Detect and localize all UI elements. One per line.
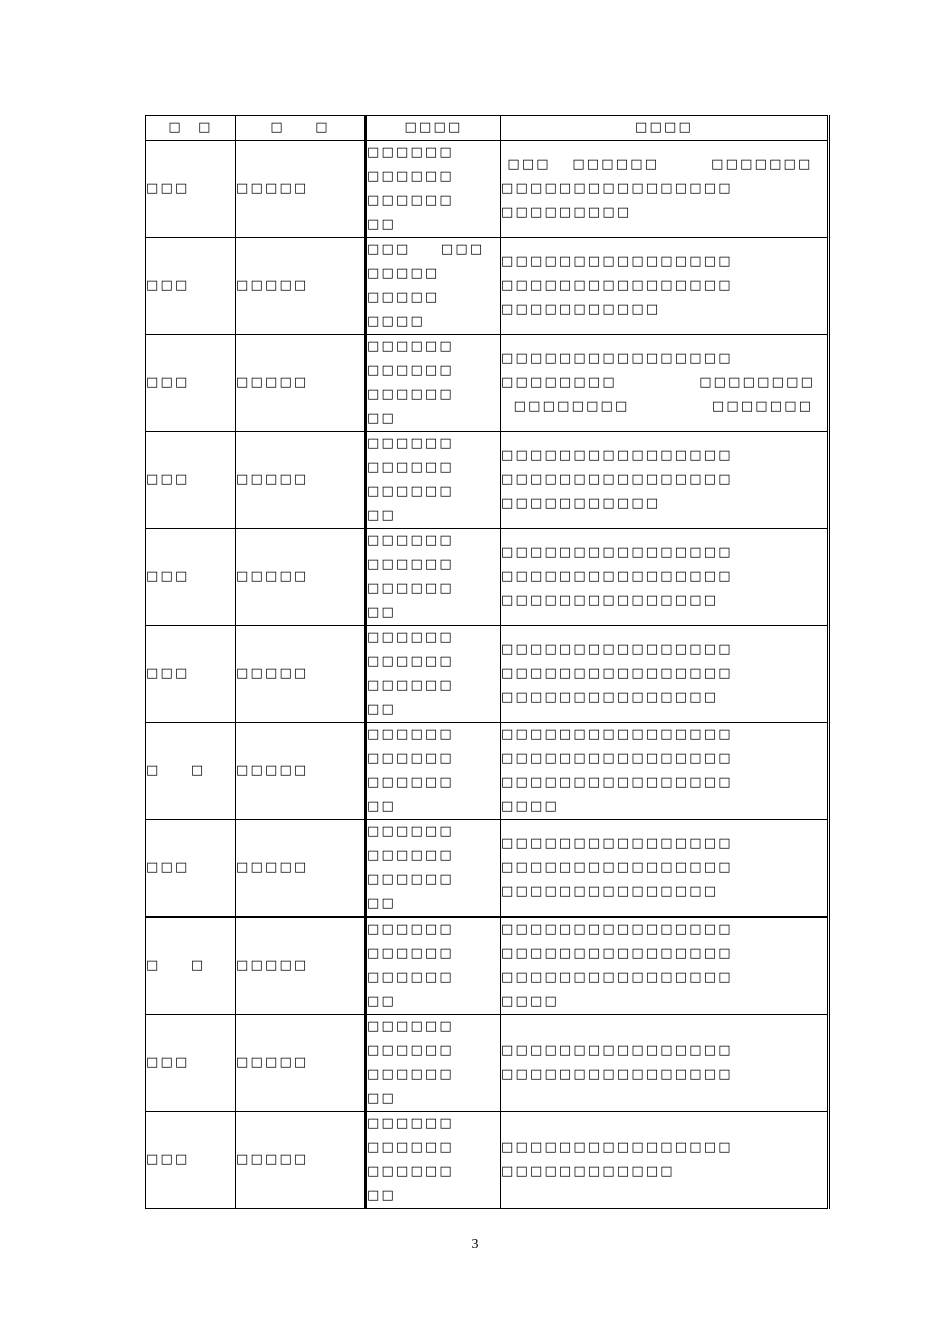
description-line: □□□□□□□□□□□□□□□ — [501, 593, 719, 608]
description-line: □□□□□□□□□□□□□□□□ — [501, 836, 733, 851]
description-cell — [501, 723, 829, 820]
description-line: □□□□□□□□□□□□□□□□ — [501, 775, 733, 790]
detail-line: □□□□□□ — [367, 581, 454, 596]
detail-cell — [366, 1015, 501, 1112]
detail-line: □□ — [367, 702, 396, 717]
category-cell: □□□□□ — [236, 626, 366, 723]
detail-line: □□ — [367, 508, 396, 523]
table-body — [146, 141, 829, 1209]
table-header-row — [146, 116, 829, 141]
detail-cell — [366, 723, 501, 820]
name-cell: □ □ — [146, 723, 236, 820]
category-cell: □□□□□ — [236, 529, 366, 626]
detail-line: □□□□□□ — [367, 484, 454, 499]
detail-line: □□ — [367, 605, 396, 620]
description-line: □□□□□□□□□□□□□□□□ — [501, 448, 733, 463]
detail-line: □□□□□□ — [367, 848, 454, 863]
detail-line: □□□ □□□ — [367, 242, 485, 257]
name-cell: □□□ — [146, 141, 236, 238]
description-line: □□□□□□□□□□□□□□□□ — [501, 922, 733, 937]
category-cell: □□□□□ — [236, 820, 366, 918]
name-cell: □□□ — [146, 238, 236, 335]
description-cell — [501, 238, 829, 335]
detail-cell — [366, 335, 501, 432]
category-cell: □□□□□ — [236, 1015, 366, 1112]
description-cell — [501, 432, 829, 529]
description-line: □□□□□□□□□□□□□□□ — [501, 884, 719, 899]
detail-line: □□□□□□ — [367, 533, 454, 548]
description-line: □□□□□□□□□□□□□□□ — [501, 690, 719, 705]
detail-cell — [366, 141, 501, 238]
table-row — [146, 626, 829, 723]
detail-line: □□ — [367, 799, 396, 814]
detail-line: □□□□□□ — [367, 970, 454, 985]
description-line: □□□□□□□□□□□□ — [501, 1164, 675, 1179]
record-table — [145, 115, 830, 1209]
detail-line: □□□□□□ — [367, 946, 454, 961]
category-cell: □□□□□ — [236, 917, 366, 1015]
detail-line: □□□□□□ — [367, 1019, 454, 1034]
header-cell-2: □ □ — [236, 116, 366, 141]
detail-line: □□□□□□ — [367, 363, 454, 378]
description-line: □□□□□□□□□□□□□□□□ — [501, 1043, 733, 1058]
description-line: □□□□□□□□□□□ — [501, 496, 661, 511]
description-cell — [501, 335, 829, 432]
category-cell: □□□□□ — [236, 1112, 366, 1209]
description-line: □□□□□□□□□□□□□□□□ — [501, 1067, 733, 1082]
detail-line: □□□□ — [367, 314, 425, 329]
table-row — [146, 1112, 829, 1209]
detail-line: □□ — [367, 411, 396, 426]
description-cell — [501, 917, 829, 1015]
detail-line: □□□□□□ — [367, 922, 454, 937]
name-cell: □□□ — [146, 335, 236, 432]
table-row — [146, 1015, 829, 1112]
page-number: 3 — [471, 1237, 479, 1252]
detail-line: □□□□□□ — [367, 460, 454, 475]
description-cell — [501, 820, 829, 918]
description-line: □□□□□□□□□□□□□□□□ — [501, 472, 733, 487]
description-cell — [501, 141, 829, 238]
detail-line: □□□□□□ — [367, 727, 454, 742]
description-line: □□□□□□□□□□□□□□□□ — [501, 181, 733, 196]
table-row — [146, 820, 829, 918]
detail-line: □□□□□□ — [367, 387, 454, 402]
name-cell: □□□ — [146, 529, 236, 626]
description-line: □□□□□□□□ □□□□□□□□ — [501, 375, 816, 390]
description-line: □□□□□□□□□□□ — [501, 302, 661, 317]
header-cell-1: □ □ — [146, 116, 236, 141]
table-row — [146, 141, 829, 238]
description-cell — [501, 626, 829, 723]
table-row — [146, 723, 829, 820]
description-cell — [501, 1015, 829, 1112]
detail-line: □□□□□□ — [367, 1164, 454, 1179]
detail-line: □□ — [367, 217, 396, 232]
description-cell — [501, 529, 829, 626]
description-line: □□□□□□□□ □□□□□□□ — [501, 399, 814, 414]
description-line: □□□ □□□□□□ □□□□□□□ — [501, 157, 813, 172]
description-line: □□□□□□□□□□□□□□□□ — [501, 666, 733, 681]
detail-line: □□□□□□ — [367, 654, 454, 669]
name-cell: □□□ — [146, 432, 236, 529]
category-cell: □□□□□ — [236, 723, 366, 820]
detail-line: □□□□□□ — [367, 557, 454, 572]
detail-line: □□□□□ — [367, 290, 440, 305]
detail-line: □□□□□□ — [367, 145, 454, 160]
header-cell-4: □□□□ — [501, 116, 829, 141]
description-line: □□□□□□□□□□□□□□□□ — [501, 351, 733, 366]
detail-line: □□□□□□ — [367, 436, 454, 451]
detail-line: □□□□□ — [367, 266, 440, 281]
detail-line: □□□□□□ — [367, 1067, 454, 1082]
description-line: □□□□□□□□□□□□□□□□ — [501, 278, 733, 293]
detail-line: □□ — [367, 896, 396, 911]
detail-cell — [366, 529, 501, 626]
detail-line: □□□□□□ — [367, 339, 454, 354]
description-line: □□□□□□□□□ — [501, 205, 632, 220]
description-line: □□□□□□□□□□□□□□□□ — [501, 727, 733, 742]
detail-line: □□ — [367, 1091, 396, 1106]
detail-line: □□ — [367, 1188, 396, 1203]
detail-line: □□□□□□ — [367, 824, 454, 839]
name-cell: □□□ — [146, 1015, 236, 1112]
name-cell: □□□ — [146, 1112, 236, 1209]
category-cell: □□□□□ — [236, 141, 366, 238]
description-line: □□□□□□□□□□□□□□□□ — [501, 751, 733, 766]
detail-line: □□□□□□ — [367, 193, 454, 208]
category-cell: □□□□□ — [236, 335, 366, 432]
detail-line: □□□□□□ — [367, 751, 454, 766]
description-line: □□□□□□□□□□□□□□□□ — [501, 860, 733, 875]
detail-cell — [366, 432, 501, 529]
name-cell: □□□ — [146, 626, 236, 723]
detail-cell — [366, 1112, 501, 1209]
description-line: □□□□□□□□□□□□□□□□ — [501, 1140, 733, 1155]
header-cell-3: □□□□ — [366, 116, 501, 141]
description-cell — [501, 1112, 829, 1209]
detail-line: □□□□□□ — [367, 169, 454, 184]
description-line: □□□□□□□□□□□□□□□□ — [501, 545, 733, 560]
detail-line: □□□□□□ — [367, 678, 454, 693]
table-row — [146, 529, 829, 626]
description-line: □□□□□□□□□□□□□□□□ — [501, 970, 733, 985]
table-row — [146, 238, 829, 335]
description-line: □□□□□□□□□□□□□□□□ — [501, 254, 733, 269]
detail-cell — [366, 626, 501, 723]
name-cell: □ □ — [146, 917, 236, 1015]
detail-line: □□□□□□ — [367, 775, 454, 790]
detail-line: □□□□□□ — [367, 630, 454, 645]
detail-line: □□□□□□ — [367, 1116, 454, 1131]
table-row — [146, 917, 829, 1015]
table-row — [146, 432, 829, 529]
detail-cell — [366, 238, 501, 335]
description-line: □□□□□□□□□□□□□□□□ — [501, 569, 733, 584]
description-line: □□□□□□□□□□□□□□□□ — [501, 946, 733, 961]
category-cell: □□□□□ — [236, 238, 366, 335]
detail-line: □□□□□□ — [367, 872, 454, 887]
detail-line: □□□□□□ — [367, 1043, 454, 1058]
detail-cell — [366, 917, 501, 1015]
name-cell: □□□ — [146, 820, 236, 918]
detail-cell — [366, 820, 501, 918]
description-line: □□□□□□□□□□□□□□□□ — [501, 642, 733, 657]
description-line: □□□□ — [501, 799, 559, 814]
detail-line: □□ — [367, 994, 396, 1009]
description-line: □□□□ — [501, 994, 559, 1009]
table-row — [146, 335, 829, 432]
detail-line: □□□□□□ — [367, 1140, 454, 1155]
category-cell: □□□□□ — [236, 432, 366, 529]
